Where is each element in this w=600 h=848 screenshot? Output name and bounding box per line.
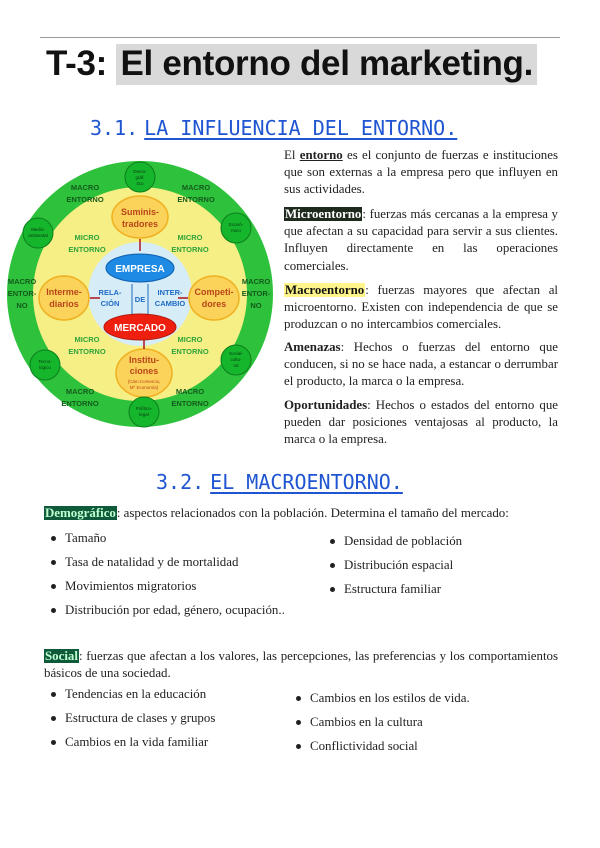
- svg-text:DE: DE: [134, 295, 146, 304]
- intro-paragraph-macro: Macroentorno: fuerzas mayores que afectan al microentorno. Existen con independencia de que se produzcan o no intercambios comerciales.: [284, 283, 558, 332]
- svg-text:MACRO: MACRO: [70, 183, 100, 192]
- svg-text:MERCADO: MERCADO: [114, 323, 166, 334]
- section-2-title: EL MACROENTORNO.: [210, 470, 403, 494]
- svg-text:Social-: Social-: [229, 351, 243, 356]
- intro-paragraph-entorno: El entorno es el conjunto de fuerzas e instituciones que son externas a la empresa pero que influyen en sus actividades.: [284, 148, 558, 197]
- svg-text:MICRO: MICRO: [177, 233, 203, 242]
- svg-text:ENTORNO: ENTORNO: [68, 245, 106, 254]
- svg-text:NO: NO: [250, 301, 262, 310]
- svg-text:Mº Economía): Mº Economía): [129, 385, 159, 390]
- list-item: Movimientos migratorios: [46, 578, 285, 602]
- mercado-node: [104, 314, 176, 340]
- svg-text:Institu-: Institu-: [129, 355, 159, 365]
- svg-text:lógico: lógico: [39, 365, 51, 370]
- svg-text:MACRO: MACRO: [175, 387, 205, 396]
- term-oportunidades: Oportunidades: [284, 398, 368, 412]
- intro-paragraph-oportunidades: Oportunidades: Hechos o estados del entorno que pueden dar posiciones ventajosas al producto, la marca o la empresa.: [284, 398, 558, 447]
- svg-text:MACRO: MACRO: [65, 387, 95, 396]
- node-suppliers: [112, 196, 168, 238]
- svg-text:MICRO: MICRO: [74, 233, 100, 242]
- factor-sociocultural: [221, 345, 251, 375]
- term-microentorno: Microentorno: [285, 207, 362, 221]
- svg-text:Tecno-: Tecno-: [38, 359, 52, 364]
- node-institutions: [116, 349, 172, 397]
- svg-text:Político-: Político-: [135, 406, 153, 411]
- title-highlight: El entorno del marketing.: [116, 44, 537, 85]
- svg-text:MACRO: MACRO: [7, 277, 37, 286]
- list-item: Densidad de población: [325, 533, 462, 557]
- list-item: Tamaño: [46, 530, 285, 554]
- demographic-list-left: [46, 530, 285, 626]
- factor-demographic: [125, 162, 155, 192]
- section-heading-1: [90, 116, 457, 140]
- list-item: Estructura familiar: [325, 581, 462, 605]
- svg-text:Demo-: Demo-: [133, 169, 147, 174]
- svg-text:ENTOR-: ENTOR-: [241, 289, 271, 298]
- intro-paragraph-amenazas: Amenazas: Hechos o fuerzas del entorno que conducen, si no se hace nada, a estancar o derrumbar el producto, la marca o la empresa.: [284, 340, 558, 389]
- svg-text:ENTORNO: ENTORNO: [171, 399, 209, 408]
- list-item: Distribución por edad, género, ocupación..: [46, 602, 285, 626]
- svg-text:ENTOR-: ENTOR-: [7, 289, 37, 298]
- svg-text:MACRO: MACRO: [181, 183, 211, 192]
- social-paragraph: Social: fuerzas que afectan a los valores, las percepciones, las preferencias y los comportamientos básicos de una sociedad.: [44, 649, 558, 681]
- demographic-list-right: [325, 533, 462, 605]
- svg-text:ciones: ciones: [129, 366, 159, 376]
- svg-text:Competi-: Competi-: [194, 287, 234, 297]
- factor-technological: [30, 350, 60, 380]
- svg-text:ENTORNO: ENTORNO: [177, 195, 215, 204]
- list-item: Cambios en la vida familiar: [46, 734, 215, 758]
- factor-political: [129, 397, 159, 427]
- svg-text:dores: dores: [201, 299, 227, 309]
- factor-economic: [221, 213, 251, 243]
- list-item: Tendencias en la educación: [46, 686, 215, 710]
- term-social: Social: [45, 649, 78, 663]
- section-2-number: 3.2.: [156, 470, 205, 494]
- svg-text:(Cám.Comercio,: (Cám.Comercio,: [127, 379, 161, 384]
- svg-text:RELA-: RELA-: [98, 288, 122, 297]
- svg-text:diarios: diarios: [49, 299, 79, 309]
- list-item: Tasa de natalidad y de mortalidad: [46, 554, 285, 578]
- svg-text:ambiental: ambiental: [28, 233, 48, 238]
- svg-text:ral: ral: [233, 363, 239, 368]
- empresa-node: [106, 254, 174, 282]
- svg-text:MICRO: MICRO: [177, 335, 203, 344]
- svg-text:EMPRESA: EMPRESA: [115, 264, 165, 275]
- svg-text:MICRO: MICRO: [74, 335, 100, 344]
- svg-text:Interme-: Interme-: [46, 287, 82, 297]
- svg-text:Medio-: Medio-: [31, 227, 45, 232]
- list-item: Cambios en los estilos de vida.: [291, 690, 470, 714]
- intro-paragraph-micro: Microentorno: fuerzas más cercanas a la empresa y que afectan a su capacidad para servir a sus clientes. Influyen directamente en las operaciones comerciales.: [284, 207, 558, 273]
- svg-text:ENTORNO: ENTORNO: [171, 347, 209, 356]
- svg-text:Suminis-: Suminis-: [120, 207, 160, 217]
- node-intermediaries: [39, 276, 89, 320]
- svg-text:ENTORNO: ENTORNO: [68, 347, 106, 356]
- demographic-paragraph: Demográfico: aspectos relacionados con la población. Determina el tamaño del mercado:: [45, 506, 509, 520]
- svg-text:CAMBIO: CAMBIO: [154, 299, 186, 308]
- node-competitors: [189, 276, 239, 320]
- social-list-left: [46, 686, 215, 758]
- svg-text:ENTORNO: ENTORNO: [66, 195, 104, 204]
- social-list-right: [291, 690, 470, 762]
- section-heading-2: [156, 470, 403, 494]
- term-amenazas: Amenazas: [284, 340, 341, 354]
- page-title: [46, 44, 537, 84]
- svg-text:Econó-: Econó-: [228, 222, 244, 227]
- list-item: Distribución espacial: [325, 557, 462, 581]
- svg-text:ENTORNO: ENTORNO: [171, 245, 209, 254]
- list-item: Conflictividad social: [291, 738, 470, 762]
- section-1-title: LA INFLUENCIA DEL ENTORNO.: [144, 116, 458, 140]
- term-entorno: entorno: [299, 148, 343, 162]
- list-item: Estructura de clases y grupos: [46, 710, 215, 734]
- svg-text:cultu-: cultu-: [230, 357, 242, 362]
- svg-text:mico: mico: [231, 228, 241, 233]
- environment-diagram: [0, 150, 282, 440]
- title-prefix: T-3:: [46, 44, 108, 83]
- svg-text:legal: legal: [139, 412, 149, 417]
- svg-text:gráf.: gráf.: [135, 175, 145, 180]
- svg-text:ENTORNO: ENTORNO: [61, 399, 99, 408]
- term-demografico: Demográfico: [45, 506, 116, 520]
- svg-text:tico: tico: [136, 181, 144, 186]
- top-rule: [40, 37, 560, 38]
- section-1-number: 3.1.: [90, 116, 139, 140]
- svg-text:NO: NO: [16, 301, 28, 310]
- list-item: Cambios en la cultura: [291, 714, 470, 738]
- svg-text:MACRO: MACRO: [241, 277, 271, 286]
- term-macroentorno: Macroentorno: [285, 283, 365, 297]
- factor-environmental: [23, 218, 53, 248]
- svg-text:CIÓN: CIÓN: [100, 299, 120, 308]
- svg-text:INTER-: INTER-: [157, 288, 183, 297]
- svg-text:tradores: tradores: [121, 219, 159, 229]
